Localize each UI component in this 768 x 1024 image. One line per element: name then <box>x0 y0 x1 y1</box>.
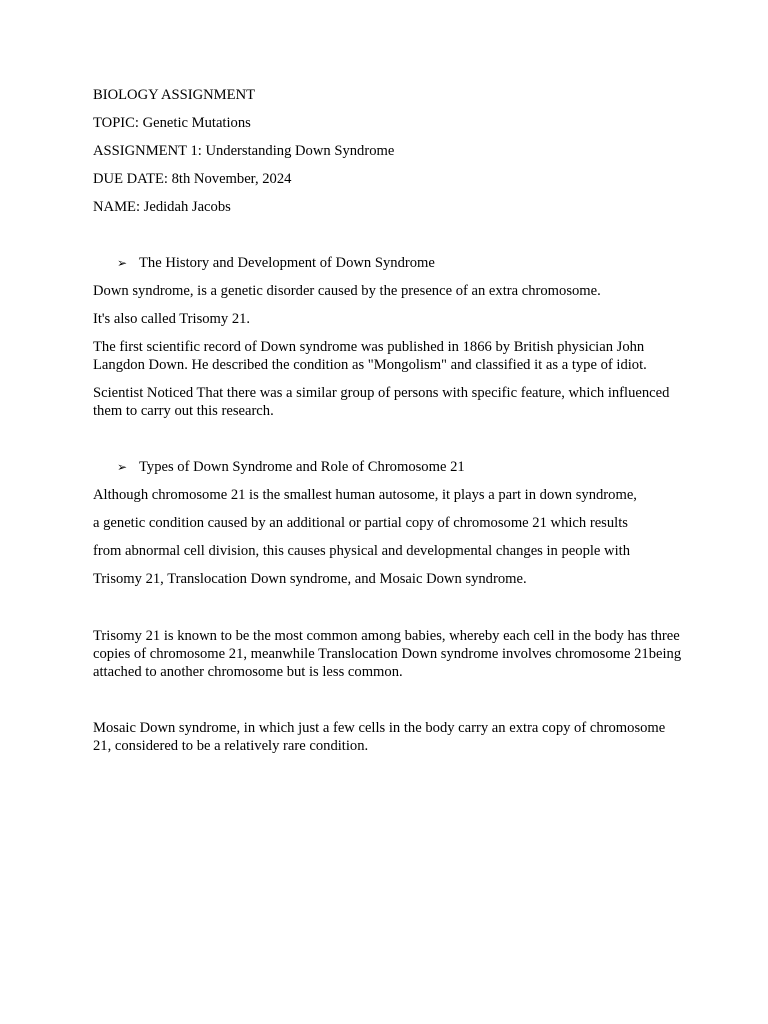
history-paragraph-1: Down syndrome, is a genetic disorder caused by the presence of an extra chromosome. <box>93 283 601 299</box>
arrow-bullet-icon: ➢ <box>117 256 128 270</box>
types-line-1: Although chromosome 21 is the smallest human autosome, it plays a part in down syndrome, <box>93 487 637 503</box>
section-types-heading <box>93 458 683 476</box>
types-line-4: Trisomy 21, Translocation Down syndrome, and Mosaic Down syndrome. <box>93 571 527 587</box>
section-history-heading <box>93 254 683 272</box>
doc-title: BIOLOGY ASSIGNMENT <box>93 87 256 103</box>
doc-student-name: NAME: Jedidah Jacobs <box>93 199 231 215</box>
history-paragraph-4: Scientist Noticed That there was a similar group of persons with specific feature, which influenced them to carry out this research. <box>93 385 670 419</box>
document-page <box>93 86 683 765</box>
doc-due-date: DUE DATE: 8th November, 2024 <box>93 171 292 187</box>
types-line-2: a genetic condition caused by an additional or partial copy of chromosome 21 which results <box>93 515 628 531</box>
history-paragraph-2: It's also called Trisomy 21. <box>93 311 251 327</box>
trisomy-paragraph: Trisomy 21 is known to be the most common among babies, whereby each cell in the body has three copies of chromosome 21, meanwhile Translocation Down syndrome involves chromosome 21being attached to another chromosome but is less common. <box>93 628 682 680</box>
section-types-heading-text: Types of Down Syndrome and Role of Chromosome 21 <box>139 459 465 475</box>
doc-topic: TOPIC: Genetic Mutations <box>93 115 251 131</box>
arrow-bullet-icon: ➢ <box>117 460 128 474</box>
history-paragraph-3: The first scientific record of Down syndrome was published in 1866 by British physician John Langdon Down. He described the condition as "Mongolism" and classified it as a type of idiot. <box>93 339 647 373</box>
types-line-3: from abnormal cell division, this causes physical and developmental changes in people with <box>93 543 630 559</box>
section-history-heading-text: The History and Development of Down Syndrome <box>139 255 435 271</box>
mosaic-paragraph: Mosaic Down syndrome, in which just a few cells in the body carry an extra copy of chromosome 21, considered to be a relatively rare condition. <box>93 720 666 754</box>
doc-assignment: ASSIGNMENT 1: Understanding Down Syndrome <box>93 143 395 159</box>
